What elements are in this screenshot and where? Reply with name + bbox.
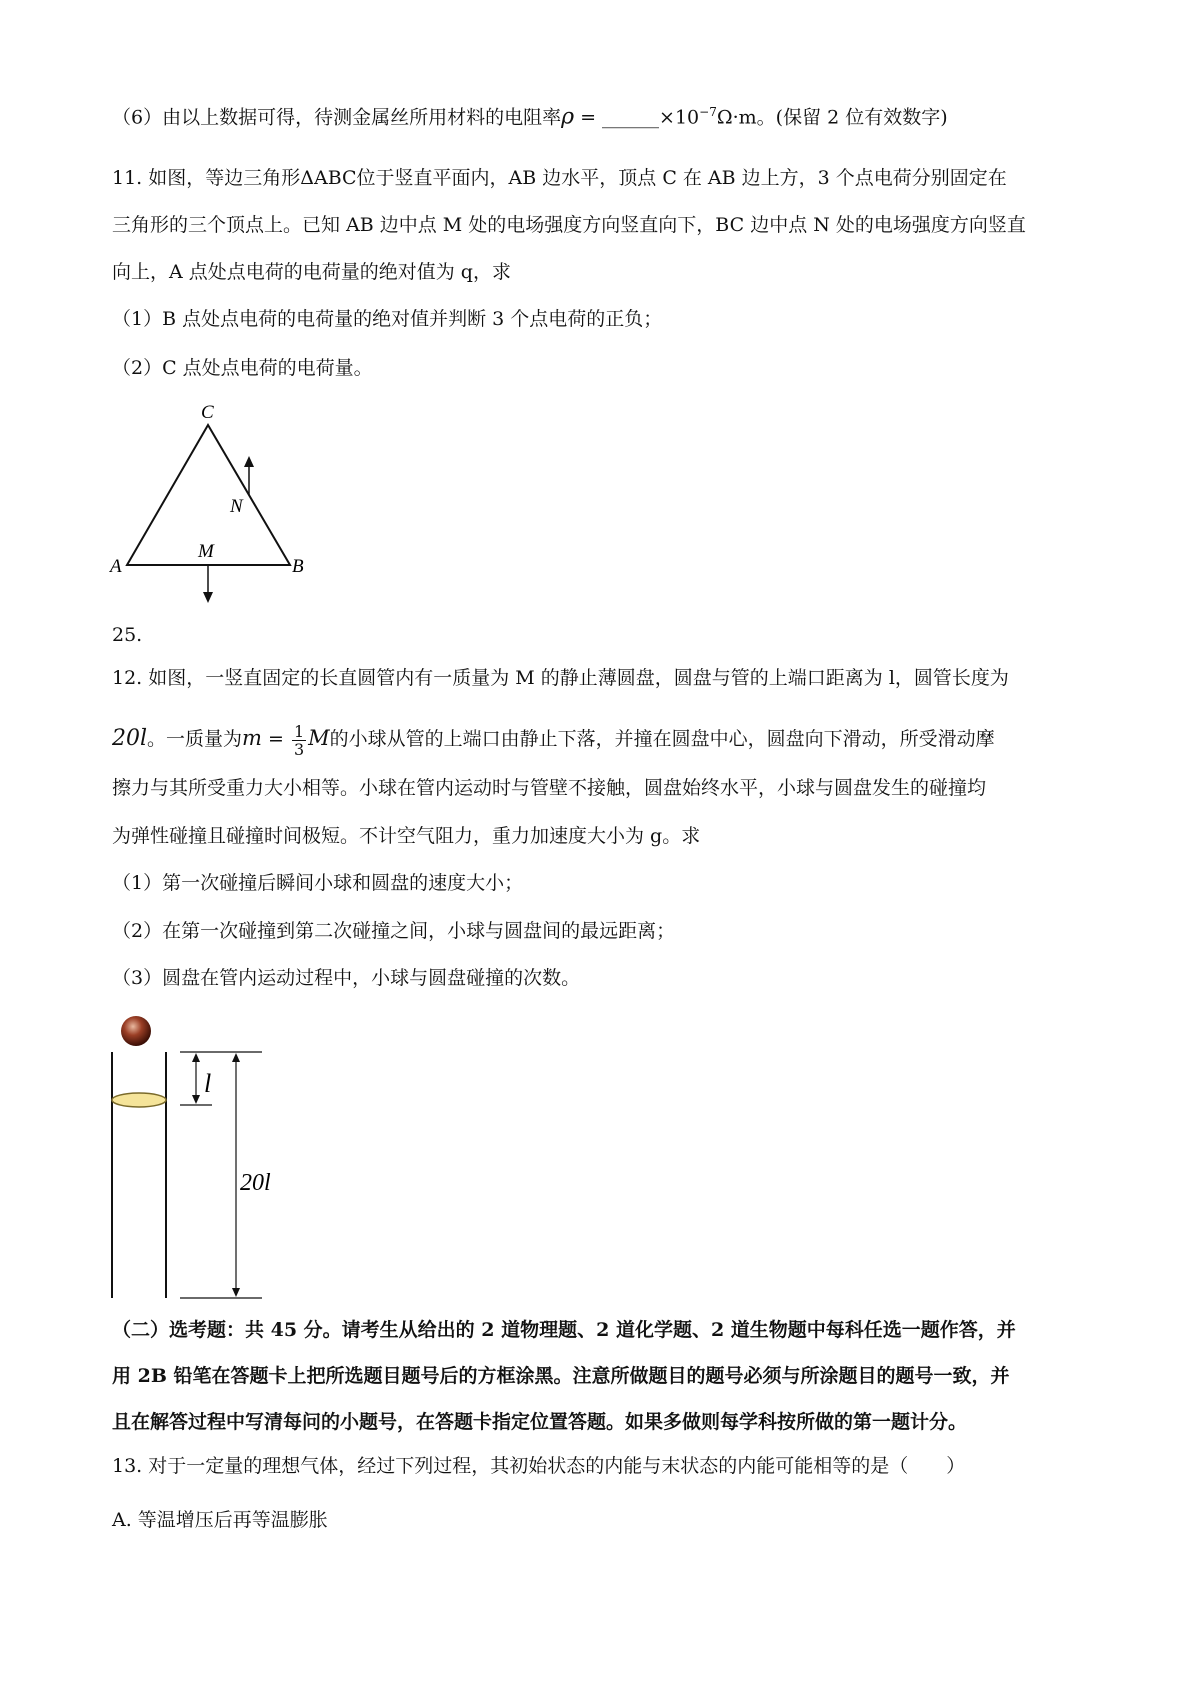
equals-sign: =: [574, 106, 603, 129]
n-arrow-head: [244, 456, 254, 467]
q10-part6-note: 。(保留 2 位有效数字): [756, 106, 948, 129]
20l-arrow-top: [232, 1053, 240, 1062]
label-20l: 20l: [240, 1170, 271, 1196]
stray-number: 25.: [112, 624, 143, 646]
fraction-denominator: 3: [293, 739, 305, 759]
section2-line-3: 且在解答过程中写清每问的小题号，在答题卡指定位置答题。如果多做则每学科按所做的第一题计分。: [112, 1411, 968, 1433]
q12-sub-2: （2）在第一次碰撞到第二次碰撞之间，小球与圆盘间的最远距离；: [112, 920, 676, 942]
20l-arrow-bottom: [232, 1288, 240, 1297]
q10-part6-text: （6）由以上数据可得，待测金属丝所用材料的电阻率: [112, 106, 562, 129]
label-a: A: [110, 556, 122, 577]
fraction-numerator: 1: [293, 721, 305, 741]
q11-sub-2: （2）C 点处点电荷的电荷量。: [112, 357, 373, 379]
q11-line-3: 向上，A 点处点电荷的电荷量的绝对值为 q，求: [112, 261, 511, 283]
disk: [112, 1093, 166, 1107]
rho-symbol: ρ: [561, 104, 575, 130]
q12-line-2: 20l。一质量为m = $\frac{1}{3}$ M的小球从管的上端口由静止下落，并撞在圆盘中心，圆盘向下滑动，所受滑动摩: [112, 721, 995, 759]
l-arrow-top: [192, 1053, 200, 1062]
ball: [121, 1016, 151, 1046]
exponent: −7: [699, 105, 717, 119]
label-b: B: [292, 556, 304, 577]
q10-part6-line: [112, 98, 1102, 131]
q12-line-3: 擦力与其所受重力大小相等。小球在管内运动时与管壁不接触，圆盘始终水平，小球与圆盘发生的碰撞均: [112, 777, 987, 799]
times-ten: ×10: [659, 106, 700, 129]
q13-option-a: A. 等温增压后再等温膨胀: [112, 1509, 328, 1531]
answer-blank: ______: [602, 106, 660, 129]
tube-figure: [100, 1010, 280, 1300]
tube-length: 20l: [112, 726, 148, 751]
q12-line-4: 为弹性碰撞且碰撞时间极短。不计空气阻力，重力加速度大小为 g。求: [112, 825, 701, 847]
label-m: M: [198, 541, 214, 562]
big-m-symbol: M: [308, 726, 330, 750]
m-symbol: m: [242, 726, 262, 750]
q13-stem: 13. 对于一定量的理想气体，经过下列过程，其初始状态的内能与末状态的内能可能相等的是（ ）: [112, 1455, 966, 1477]
triangle-figure: [100, 400, 320, 610]
q11-sub-1: （1）B 点处点电荷的电荷量的绝对值并判断 3 个点电荷的正负；: [112, 308, 663, 330]
section2-line-1: （二）选考题：共 45 分。请考生从给出的 2 道物理题、2 道化学题、2 道生物题中每科任选一题作答，并: [112, 1319, 1016, 1341]
fraction-one-third: [292, 723, 306, 758]
q12-line-2-mid: 。一质量为: [147, 728, 243, 750]
q12-sub-3: （3）圆盘在管内运动过程中，小球与圆盘碰撞的次数。: [112, 967, 581, 989]
l-arrow-bottom: [192, 1095, 200, 1104]
label-n: N: [230, 496, 243, 517]
q12-sub-1: （1）第一次碰撞后瞬间小球和圆盘的速度大小；: [112, 872, 524, 894]
section2-line-2: 用 2B 铅笔在答题卡上把所选题目题号后的方框涂黑。注意所做题目的题号必须与所涂题目的题号一致，并: [112, 1365, 1010, 1387]
q11-line-1: 11. 如图，等边三角形ΔABC位于竖直平面内，AB 边水平，顶点 C 在 AB 边上方，3 个点电荷分别固定在: [112, 167, 1007, 189]
q12-line-1: 12. 如图，一竖直固定的长直圆管内有一质量为 M 的静止薄圆盘，圆盘与管的上端口距离为 l，圆管长度为: [112, 667, 1009, 689]
m-arrow-head: [203, 592, 213, 603]
label-c: C: [201, 402, 214, 423]
unit-ohm-meter: Ω·m: [716, 106, 757, 129]
q12-line-2-post: 的小球从管的上端口由静止下落，并撞在圆盘中心，圆盘向下滑动，所受滑动摩: [329, 728, 995, 750]
label-l: l: [204, 1069, 212, 1098]
q11-line-2: 三角形的三个顶点上。已知 AB 边中点 M 处的电场强度方向竖直向下，BC 边中点 N 处的电场强度方向竖直: [112, 214, 1026, 236]
